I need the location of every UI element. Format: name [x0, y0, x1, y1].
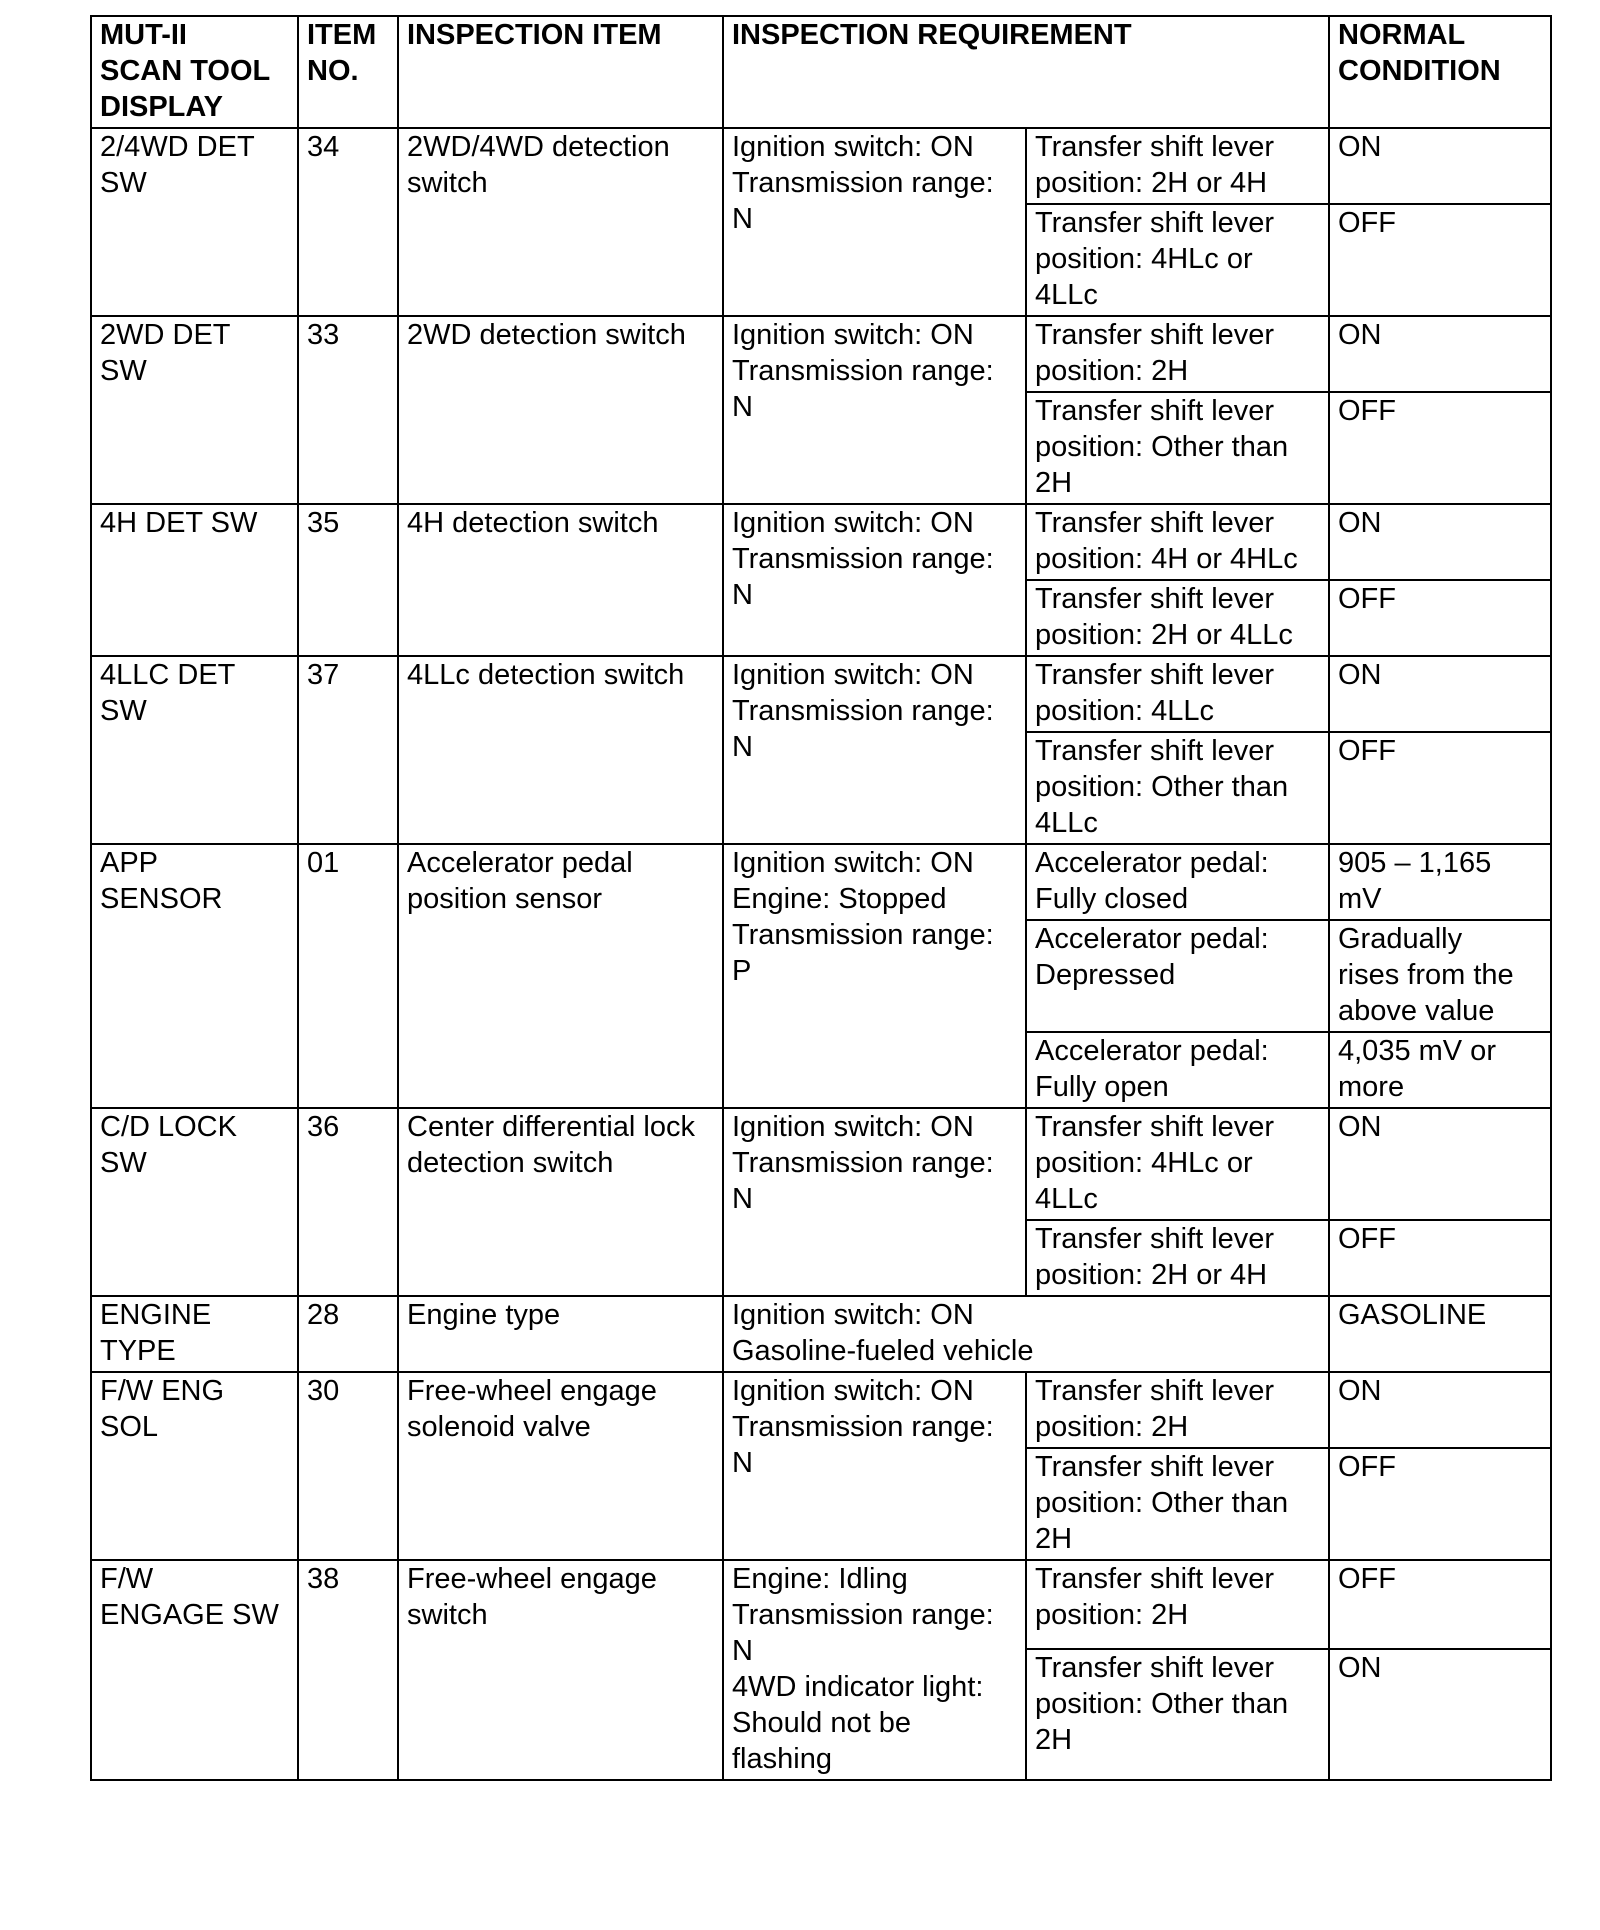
scan-tool-display: 4LLC DET SW	[91, 656, 298, 844]
scan-tool-display: 4H DET SW	[91, 504, 298, 656]
table-row	[91, 656, 1551, 732]
table-row	[91, 1560, 1551, 1649]
inspection-requirement: Ignition switch: ON Transmission range: N	[723, 504, 1026, 656]
inspection-requirement: Ignition switch: ON Transmission range: N	[723, 1372, 1026, 1560]
table-row	[91, 504, 1551, 580]
table-row	[91, 128, 1551, 204]
inspection-table	[90, 15, 1552, 1781]
item-no: 28	[298, 1296, 398, 1372]
inspection-item: 2WD detection switch	[398, 316, 723, 504]
header-display: MUT-II SCAN TOOL DISPLAY	[91, 16, 298, 128]
inspection-item: Free-wheel engage switch	[398, 1560, 723, 1780]
normal-condition: Gradually rises from the above value	[1329, 920, 1551, 1032]
requirement-condition: Transfer shift lever position: 4HLc or 4LLc	[1026, 1108, 1329, 1220]
requirement-condition: Transfer shift lever position: 2H or 4LLc	[1026, 580, 1329, 656]
requirement-condition: Transfer shift lever position: 2H	[1026, 1372, 1329, 1448]
normal-condition: GASOLINE	[1329, 1296, 1551, 1372]
requirement-condition: Transfer shift lever position: 2H	[1026, 1560, 1329, 1649]
normal-condition: OFF	[1329, 1220, 1551, 1296]
scan-tool-display: APP SENSOR	[91, 844, 298, 1108]
inspection-requirement: Ignition switch: ON Engine: Stopped Transmission range: P	[723, 844, 1026, 1108]
inspection-requirement: Ignition switch: ON Transmission range: N	[723, 1108, 1026, 1296]
inspection-item: 4H detection switch	[398, 504, 723, 656]
scan-tool-display: ENGINE TYPE	[91, 1296, 298, 1372]
inspection-item: Free-wheel engage solenoid valve	[398, 1372, 723, 1560]
requirement-condition: Transfer shift lever position: Other than 2H	[1026, 392, 1329, 504]
requirement-condition: Transfer shift lever position: 2H or 4H	[1026, 1220, 1329, 1296]
requirement-condition: Accelerator pedal: Fully open	[1026, 1032, 1329, 1108]
inspection-requirement: Ignition switch: ON Gasoline-fueled vehicle	[723, 1296, 1329, 1372]
normal-condition: OFF	[1329, 1560, 1551, 1649]
table-row	[91, 844, 1551, 920]
normal-condition: ON	[1329, 316, 1551, 392]
inspection-requirement: Engine: Idling Transmission range: N 4WD indicator light: Should not be flashing	[723, 1560, 1026, 1780]
scan-tool-display: 2WD DET SW	[91, 316, 298, 504]
normal-condition: 4,035 mV or more	[1329, 1032, 1551, 1108]
item-no: 34	[298, 128, 398, 316]
scan-tool-display: C/D LOCK SW	[91, 1108, 298, 1296]
inspection-requirement: Ignition switch: ON Transmission range: N	[723, 316, 1026, 504]
item-no: 33	[298, 316, 398, 504]
normal-condition: ON	[1329, 1372, 1551, 1448]
normal-condition: OFF	[1329, 1448, 1551, 1560]
requirement-condition: Transfer shift lever position: 4LLc	[1026, 656, 1329, 732]
item-no: 38	[298, 1560, 398, 1780]
normal-condition: 905 – 1,165 mV	[1329, 844, 1551, 920]
normal-condition: ON	[1329, 656, 1551, 732]
normal-condition: ON	[1329, 1108, 1551, 1220]
item-no: 01	[298, 844, 398, 1108]
inspection-item: 4LLc detection switch	[398, 656, 723, 844]
table-row	[91, 1372, 1551, 1448]
inspection-item: Center differential lock detection switch	[398, 1108, 723, 1296]
item-no: 37	[298, 656, 398, 844]
normal-condition: OFF	[1329, 204, 1551, 316]
requirement-condition: Accelerator pedal: Depressed	[1026, 920, 1329, 1032]
item-no: 35	[298, 504, 398, 656]
header-normal-condition: NORMAL CONDITION	[1329, 16, 1551, 128]
header-inspection-item: INSPECTION ITEM	[398, 16, 723, 128]
normal-condition: OFF	[1329, 392, 1551, 504]
scan-tool-display: 2/4WD DET SW	[91, 128, 298, 316]
inspection-requirement: Ignition switch: ON Transmission range: N	[723, 656, 1026, 844]
item-no: 30	[298, 1372, 398, 1560]
normal-condition: ON	[1329, 504, 1551, 580]
normal-condition: ON	[1329, 128, 1551, 204]
inspection-item: 2WD/4WD detection switch	[398, 128, 723, 316]
table-row	[91, 316, 1551, 392]
requirement-condition: Transfer shift lever position: 4HLc or 4LLc	[1026, 204, 1329, 316]
requirement-condition: Transfer shift lever position: 2H or 4H	[1026, 128, 1329, 204]
requirement-condition: Transfer shift lever position: 2H	[1026, 316, 1329, 392]
inspection-requirement: Ignition switch: ON Transmission range: N	[723, 128, 1026, 316]
requirement-condition: Accelerator pedal: Fully closed	[1026, 844, 1329, 920]
scan-tool-display: F/W ENGAGE SW	[91, 1560, 298, 1780]
requirement-condition: Transfer shift lever position: Other than 2H	[1026, 1649, 1329, 1780]
normal-condition: OFF	[1329, 580, 1551, 656]
inspection-item: Accelerator pedal position sensor	[398, 844, 723, 1108]
normal-condition: OFF	[1329, 732, 1551, 844]
requirement-condition: Transfer shift lever position: 4H or 4HLc	[1026, 504, 1329, 580]
requirement-condition: Transfer shift lever position: Other than 2H	[1026, 1448, 1329, 1560]
header-inspection-requirement: INSPECTION REQUIREMENT	[723, 16, 1329, 128]
header-item-no: ITEM NO.	[298, 16, 398, 128]
normal-condition: ON	[1329, 1649, 1551, 1780]
requirement-condition: Transfer shift lever position: Other than 4LLc	[1026, 732, 1329, 844]
scan-tool-display: F/W ENG SOL	[91, 1372, 298, 1560]
table-row	[91, 1296, 1551, 1372]
inspection-item: Engine type	[398, 1296, 723, 1372]
header-row	[91, 16, 1551, 128]
item-no: 36	[298, 1108, 398, 1296]
table-row	[91, 1108, 1551, 1220]
